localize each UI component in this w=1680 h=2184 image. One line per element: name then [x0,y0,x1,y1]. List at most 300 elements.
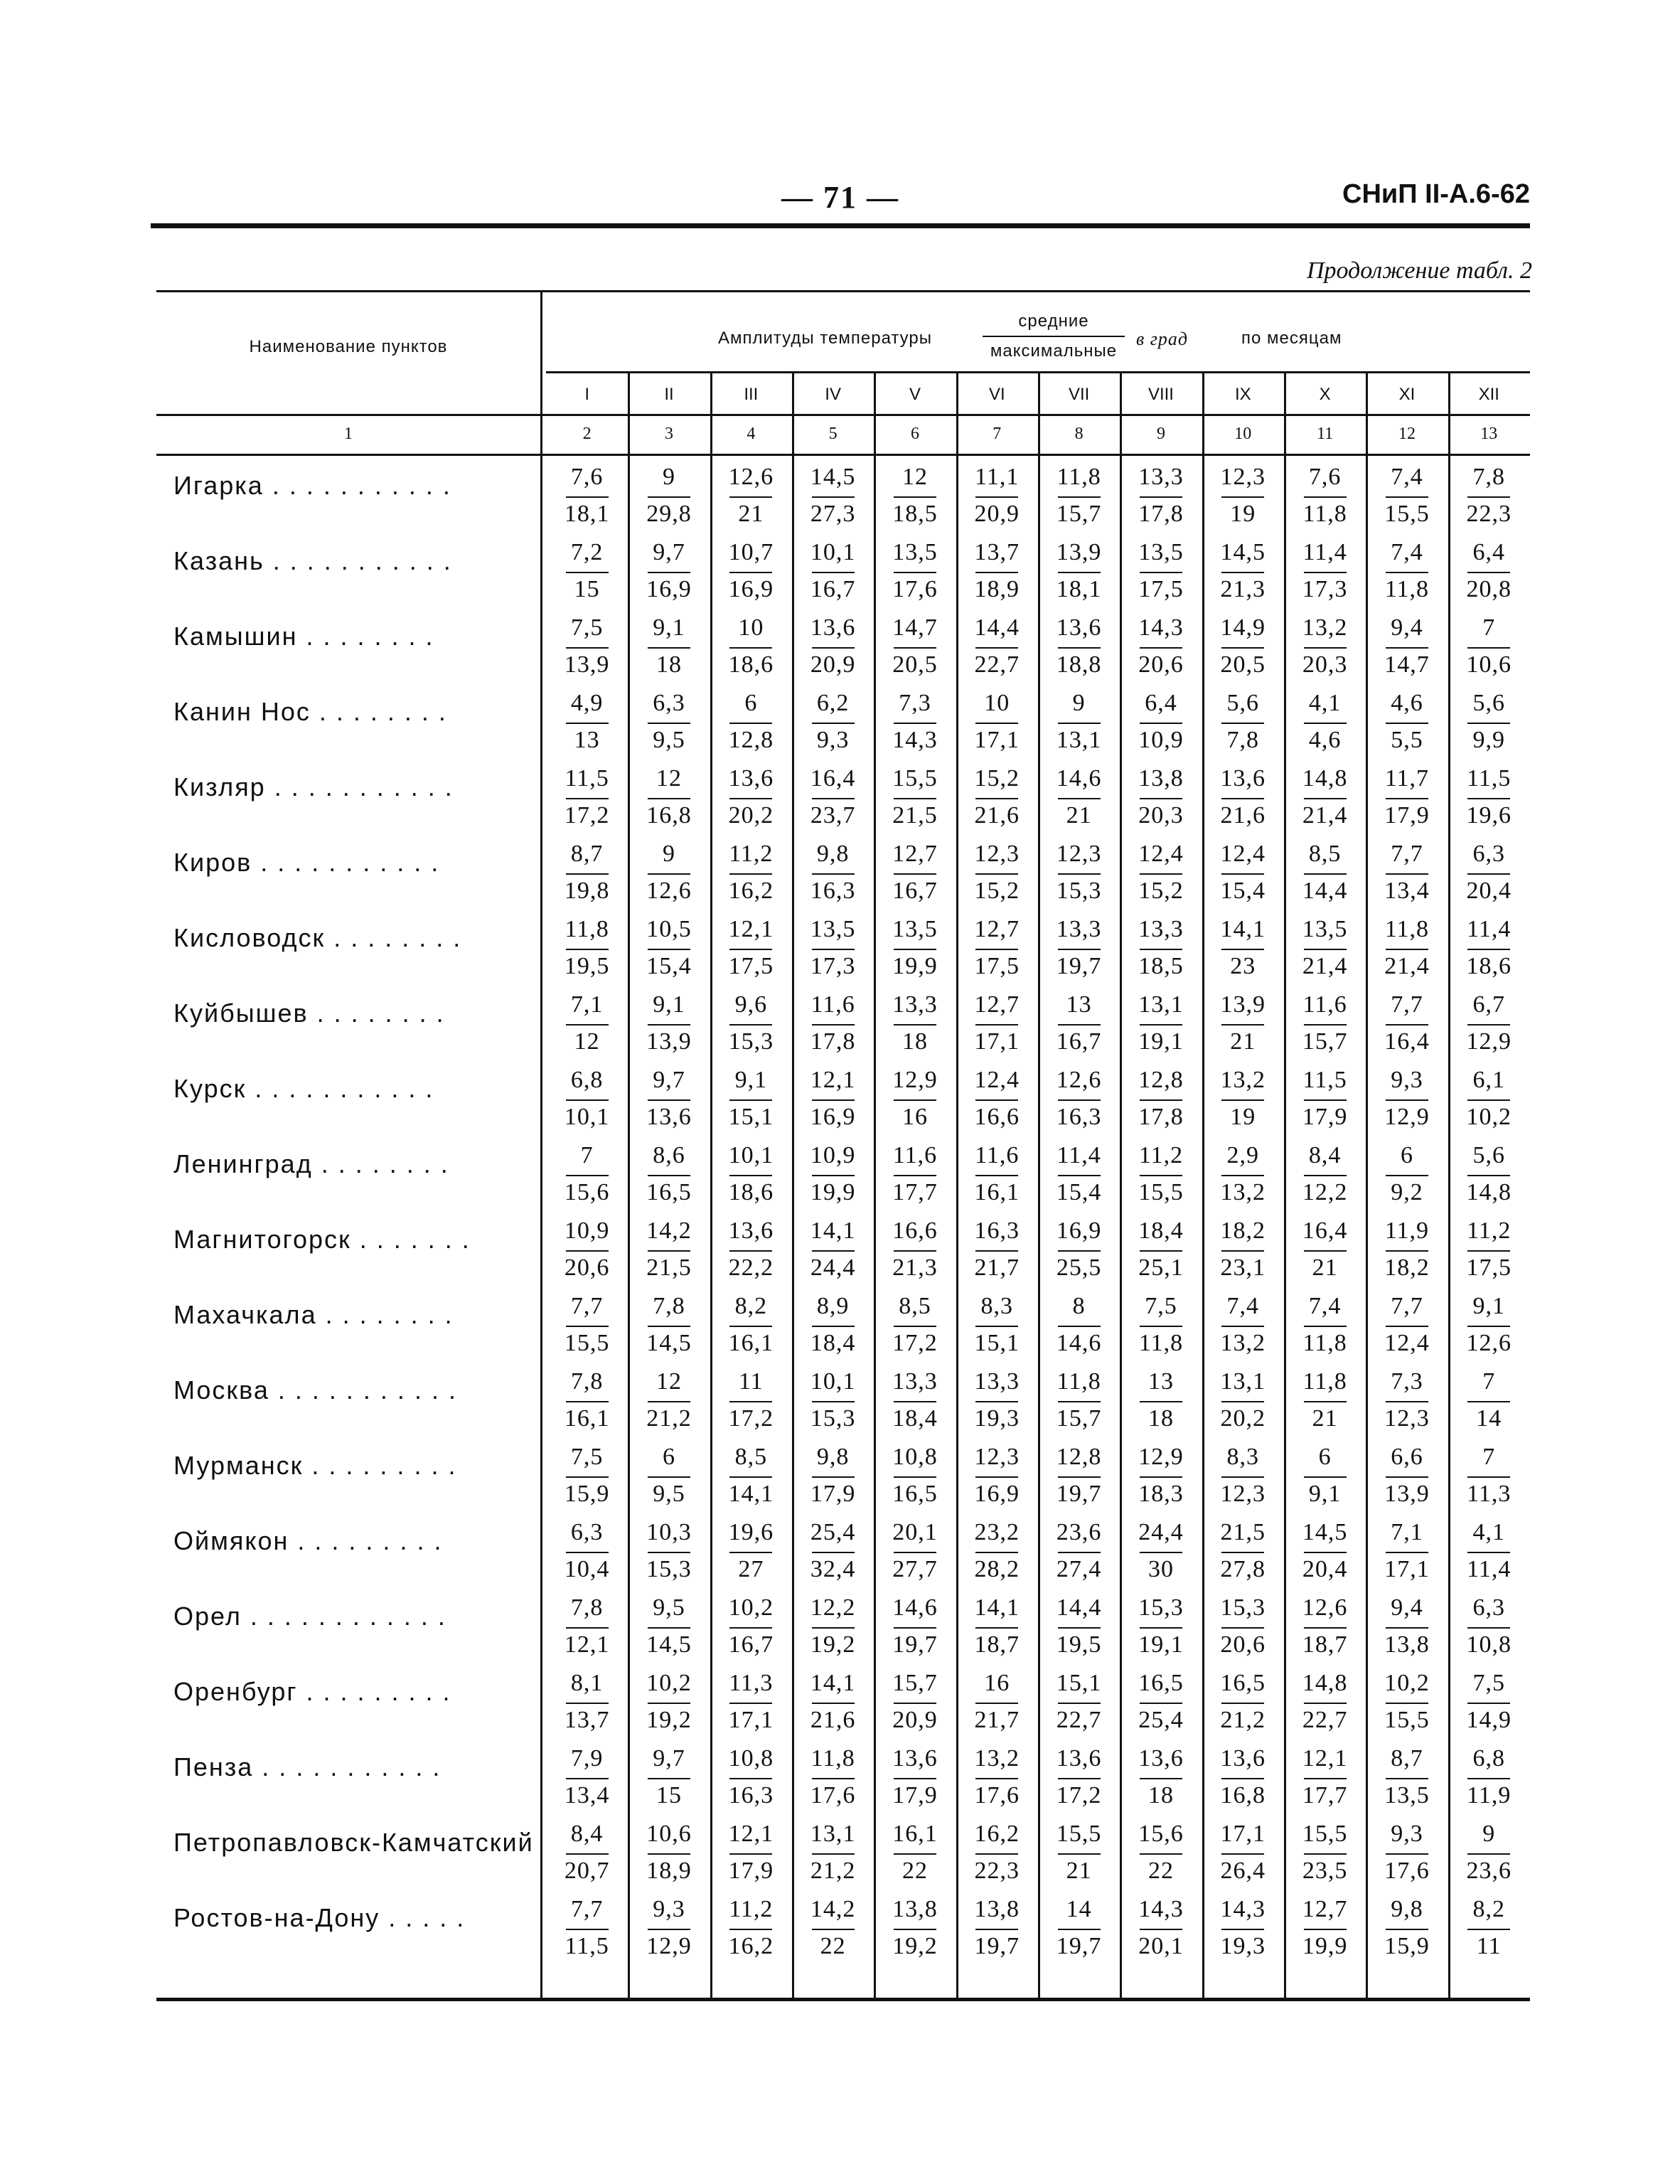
average-amplitude: 13,8 [974,1896,1020,1922]
fraction-bar [894,1853,936,1855]
column-divider [792,371,794,2001]
maximum-amplitude: 23,7 [810,802,856,829]
maximum-amplitude: 17,8 [810,1028,856,1055]
average-amplitude: 13,2 [1220,1067,1266,1093]
average-amplitude: 12 [901,464,928,490]
amplitude-cell [1120,1139,1202,1215]
fraction-bar [1386,1250,1428,1252]
average-amplitude: 7,8 [570,1594,604,1621]
average-amplitude: 11,8 [1056,464,1101,490]
maximum-amplitude: 16 [901,1104,928,1130]
average-amplitude: 16,2 [974,1821,1020,1847]
maximum-amplitude: 12,6 [646,878,692,904]
average-amplitude: 13,8 [1138,765,1184,792]
average-amplitude: 13,6 [1056,1745,1102,1772]
maximum-amplitude: 21,4 [1384,953,1430,979]
maximum-amplitude: 15,3 [810,1405,856,1432]
amplitude-cell [710,1742,792,1818]
maximum-amplitude: 12,9 [1466,1028,1512,1055]
month-header: V [909,385,921,404]
amplitude-cell [874,1667,956,1742]
fraction-bar [1304,1099,1347,1101]
average-amplitude: 14,5 [1220,539,1266,565]
maximum-amplitude: 22,3 [974,1858,1020,1884]
fraction-bar [1140,798,1182,799]
average-amplitude: 11,6 [810,991,855,1018]
average-amplitude: 13,7 [974,539,1020,565]
amplitude-cell [1120,989,1202,1064]
fraction-bar [812,1250,855,1252]
amplitude-cell [710,913,792,989]
fraction-bar [894,496,936,498]
fraction-bar [1386,1099,1428,1101]
average-amplitude: 16,6 [892,1218,938,1244]
fraction-bar [975,1778,1018,1779]
amplitude-cell [956,1516,1038,1592]
maximum-amplitude: 14,3 [892,727,938,753]
amplitude-cell [628,1742,710,1818]
amplitude-cell [1202,1893,1284,1969]
amplitude-header-fraction-bar [983,336,1125,337]
fraction-bar [1386,1401,1428,1402]
amplitude-cell [1120,1064,1202,1139]
amplitude-cell [1366,989,1448,1064]
fraction-bar [1221,723,1264,724]
amplitude-cell [1038,1893,1120,1969]
maximum-amplitude: 19,7 [974,1933,1020,1959]
average-amplitude: 7,8 [1472,464,1506,490]
maximum-amplitude: 16,9 [974,1481,1020,1507]
month-header: VII [1068,385,1090,404]
fraction-bar [1386,1476,1428,1478]
average-amplitude: 8 [1072,1293,1086,1319]
maximum-amplitude: 16,4 [1384,1028,1430,1055]
average-amplitude: 13,6 [728,1218,774,1244]
amplitude-cell [1120,762,1202,838]
average-amplitude: 9 [1072,690,1086,716]
amplitude-cell [628,913,710,989]
fraction-bar [812,1175,855,1176]
amplitude-cell [1038,1441,1120,1516]
temperature-amplitude-table [156,290,1530,2001]
column-divider [874,371,876,2001]
amplitude-cell [1448,838,1530,913]
fraction-bar [1058,647,1101,649]
fraction-bar [812,1703,855,1704]
amplitude-cell [874,1441,956,1516]
average-amplitude: 12,1 [1302,1745,1348,1772]
amplitude-cell [1038,762,1120,838]
fraction-bar [1467,1778,1510,1779]
maximum-amplitude: 14,1 [728,1481,774,1507]
fraction-bar [1221,1778,1264,1779]
amplitude-cell [1120,1818,1202,1893]
average-amplitude: 7,1 [1391,1519,1423,1545]
average-amplitude: 13,6 [810,614,856,641]
average-amplitude: 12,1 [810,1067,856,1093]
amplitude-cell [874,989,956,1064]
maximum-amplitude: 16,2 [728,1933,774,1959]
fraction-bar [1221,1552,1264,1553]
maximum-amplitude: 9,5 [653,1481,685,1507]
amplitude-cell [1284,1893,1366,1969]
average-amplitude: 8,2 [734,1293,768,1319]
average-amplitude: 5,6 [1226,690,1260,716]
fraction-bar [812,949,855,950]
amplitude-cell [628,687,710,762]
table-row [156,461,1530,536]
average-amplitude: 7,5 [1145,1293,1177,1319]
amplitude-cell [1038,1215,1120,1290]
fraction-bar [1386,873,1428,875]
fraction-bar [1386,572,1428,573]
amplitude-cell [1038,461,1120,536]
amplitude-cell [1120,1441,1202,1516]
amplitude-cell [1366,838,1448,913]
month-header: XI [1398,385,1416,404]
fraction-bar [648,1401,690,1402]
fraction-bar [1304,1326,1347,1327]
fraction-bar [729,1024,772,1026]
amplitude-cell [1366,1592,1448,1667]
amplitude-cell [1038,612,1120,687]
amplitude-cell [1284,1592,1366,1667]
fraction-bar [566,949,609,950]
fraction-bar [1467,949,1510,950]
fraction-bar [812,1326,855,1327]
amplitude-cell [1202,1742,1284,1818]
maximum-amplitude: 21 [1066,1858,1092,1884]
fraction-bar [729,1401,772,1402]
amplitude-cell [956,1893,1038,1969]
amplitude-cell [1038,989,1120,1064]
column-divider [1448,371,1450,2001]
fraction-bar [1058,1250,1101,1252]
average-amplitude: 7,6 [1308,464,1342,490]
amplitude-cell [792,1064,874,1139]
fraction-bar [566,1778,609,1779]
average-amplitude: 16,4 [1302,1218,1348,1244]
maximum-amplitude: 21,6 [974,802,1020,829]
maximum-amplitude: 20,7 [564,1858,610,1884]
maximum-amplitude: 19,1 [1138,1631,1184,1658]
average-amplitude: 11,2 [729,1896,774,1922]
maximum-amplitude: 16,1 [728,1330,774,1356]
fraction-bar [1140,1627,1182,1629]
average-amplitude: 14,8 [1302,1670,1348,1696]
maximum-amplitude: 19,9 [892,953,938,979]
average-amplitude: 2,9 [1226,1142,1260,1168]
average-amplitude: 6 [1318,1444,1332,1470]
table-row [156,1290,1530,1365]
maximum-amplitude: 11,8 [1302,501,1347,527]
amplitude-cell [874,1516,956,1592]
amplitude-cell [1448,989,1530,1064]
maximum-amplitude: 26,4 [1220,1858,1266,1884]
fraction-bar [1140,1778,1182,1779]
average-amplitude: 8,1 [570,1670,604,1696]
average-amplitude: 12,4 [974,1067,1020,1093]
average-amplitude: 13,9 [1056,539,1102,565]
table-row [156,1064,1530,1139]
column-number: 6 [910,425,919,443]
average-amplitude: 16 [984,1670,1010,1696]
amplitude-cell [1284,687,1366,762]
maximum-amplitude: 19,3 [1220,1933,1266,1959]
maximum-amplitude: 13,6 [646,1104,692,1130]
average-amplitude: 11,5 [1302,1067,1347,1093]
average-amplitude: 6,4 [1472,539,1506,565]
maximum-amplitude: 12,2 [1302,1179,1348,1205]
fraction-bar [566,798,609,799]
fraction-bar [1140,572,1182,573]
fraction-bar [894,1401,936,1402]
amplitude-cell [792,1215,874,1290]
fraction-bar [566,1929,609,1930]
fraction-bar [894,1250,936,1252]
maximum-amplitude: 19,9 [1302,1933,1348,1959]
fraction-bar [975,1326,1018,1327]
average-amplitude: 13,1 [1220,1368,1266,1395]
maximum-amplitude: 27,7 [892,1556,938,1582]
average-amplitude: 16,5 [1138,1670,1184,1696]
fraction-bar [1221,572,1264,573]
maximum-amplitude: 17,3 [810,953,856,979]
location-name: Махачкала . . . . . . . . [173,1300,454,1329]
average-amplitude: 6,8 [1472,1745,1506,1772]
fraction-bar [729,1929,772,1930]
fraction-bar [729,1326,772,1327]
average-amplitude: 18,2 [1220,1218,1266,1244]
column-number: 8 [1074,425,1084,443]
maximum-amplitude: 16,5 [646,1179,692,1205]
fraction-bar [1221,949,1264,950]
fraction-bar [648,1326,690,1327]
column-number: 4 [747,425,756,443]
maximum-amplitude: 13,2 [1220,1330,1266,1356]
average-amplitude: 14,3 [1138,1896,1184,1922]
fraction-bar [1304,647,1347,649]
maximum-amplitude: 9,9 [1472,727,1506,753]
average-amplitude: 11,6 [975,1142,1020,1168]
amplitude-cell [546,1139,628,1215]
amplitude-cell [956,1139,1038,1215]
average-amplitude: 6,1 [1472,1067,1506,1093]
maximum-amplitude: 20,6 [1138,651,1184,678]
amplitude-cell [874,612,956,687]
average-amplitude: 5,6 [1472,690,1506,716]
amplitude-cell [1448,1139,1530,1215]
document-code: СНиП II-А.6-62 [1342,179,1530,209]
amplitude-cell [710,1818,792,1893]
amplitude-cell [1448,1742,1530,1818]
maximum-amplitude: 16,9 [728,576,774,602]
fraction-bar [729,572,772,573]
header-rule [151,223,1530,228]
fraction-bar [729,723,772,724]
maximum-amplitude: 20,4 [1466,878,1512,904]
maximum-amplitude: 27,8 [1220,1556,1266,1582]
average-amplitude: 14,1 [974,1594,1020,1621]
fraction-bar [1221,1401,1264,1402]
amplitude-cell [1202,1441,1284,1516]
maximum-amplitude: 5,5 [1391,727,1423,753]
average-amplitude: 24,4 [1138,1519,1184,1545]
amplitude-cell [1120,612,1202,687]
average-amplitude: 11,1 [975,464,1020,490]
amplitude-cell [1120,1290,1202,1365]
fraction-bar [1140,496,1182,498]
average-amplitude: 11,4 [1467,916,1512,942]
amplitude-cell [1284,612,1366,687]
maximum-amplitude: 18,5 [1138,953,1184,979]
average-amplitude: 8,5 [899,1293,931,1319]
average-amplitude: 13 [1147,1368,1174,1395]
amplitude-cell [628,1215,710,1290]
column-divider [956,371,958,2001]
fraction-bar [648,873,690,875]
average-amplitude: 9 [1482,1821,1496,1847]
amplitude-cell [956,989,1038,1064]
amplitude-cell [1448,1893,1530,1969]
amplitude-cell [546,1592,628,1667]
maximum-amplitude: 15,5 [564,1330,610,1356]
average-amplitude: 7,5 [570,1444,604,1470]
maximum-amplitude: 20,3 [1302,651,1348,678]
fraction-bar [566,1476,609,1478]
amplitude-cell [1284,1516,1366,1592]
amplitude-cell [792,461,874,536]
average-amplitude: 12,9 [892,1067,938,1093]
maximum-amplitude: 15,5 [1138,1179,1184,1205]
maximum-amplitude: 12,9 [1384,1104,1430,1130]
amplitude-cell [1038,536,1120,612]
amplitude-cell [1202,1139,1284,1215]
average-amplitude: 10,3 [646,1519,692,1545]
fraction-bar [1058,1627,1101,1629]
fraction-bar [894,1099,936,1101]
amplitude-cell [1284,913,1366,989]
amplitude-cell [1448,1441,1530,1516]
amplitude-cell [546,612,628,687]
average-amplitude: 13,3 [1138,916,1184,942]
maximum-amplitude: 20,5 [1220,651,1266,678]
amplitude-cell [628,989,710,1064]
fraction-bar [566,723,609,724]
amplitude-cell [1038,838,1120,913]
average-amplitude: 11,8 [1056,1368,1101,1395]
fraction-bar [1386,647,1428,649]
amplitude-cell [628,1139,710,1215]
average-amplitude: 13,1 [810,1821,856,1847]
amplitude-cell [1120,1365,1202,1441]
average-amplitude: 12 [656,765,682,792]
average-amplitude: 11,8 [565,916,609,942]
fraction-bar [1058,1703,1101,1704]
maximum-amplitude: 17,5 [974,953,1020,979]
fraction-bar [729,647,772,649]
maximum-amplitude: 17,7 [1302,1782,1348,1809]
table-top-border [156,290,1530,292]
maximum-amplitude: 22,7 [1302,1707,1348,1733]
maximum-amplitude: 20,9 [974,501,1020,527]
maximum-amplitude: 16,7 [810,576,856,602]
fraction-bar [648,1778,690,1779]
table-row [156,536,1530,612]
average-amplitude: 13,5 [892,539,938,565]
amplitude-cell [1202,687,1284,762]
fraction-bar [729,1250,772,1252]
average-amplitude: 12,6 [1056,1067,1102,1093]
amplitude-cell [1120,1516,1202,1592]
maximum-amplitude: 18,1 [564,501,610,527]
amplitude-cell [546,1365,628,1441]
fraction-bar [729,1853,772,1855]
table-bottom-border [156,1998,1530,2001]
fraction-bar [1221,1175,1264,1176]
amplitude-cell [1038,1139,1120,1215]
amplitude-cell [956,612,1038,687]
location-name: Оренбург . . . . . . . . . [173,1677,451,1706]
average-amplitude: 11,4 [1056,1142,1101,1168]
fraction-bar [648,1929,690,1930]
maximum-amplitude: 13,1 [1056,727,1102,753]
amplitude-cell [1038,1365,1120,1441]
fraction-bar [812,1401,855,1402]
average-amplitude: 9 [662,841,675,867]
maximum-amplitude: 20,6 [1220,1631,1266,1658]
fraction-bar [1386,798,1428,799]
amplitude-cell [1202,762,1284,838]
maximum-amplitude: 13,4 [1384,878,1430,904]
amplitude-cell [1120,838,1202,913]
amplitude-cell [1366,1290,1448,1365]
maximum-amplitude: 13 [574,727,600,753]
fraction-bar [812,798,855,799]
maximum-amplitude: 17,6 [892,576,938,602]
amplitude-cell [1448,461,1530,536]
fraction-bar [975,1627,1018,1629]
maximum-amplitude: 15,9 [564,1481,610,1507]
location-name: Ростов-на-Дону . . . . . [173,1903,466,1932]
amplitude-cell [1448,687,1530,762]
fraction-bar [1386,1326,1428,1327]
average-amplitude: 14,4 [1056,1594,1102,1621]
amplitude-cell [1038,687,1120,762]
amplitude-cell [628,762,710,838]
fraction-bar [1304,873,1347,875]
amplitude-cell [628,1441,710,1516]
average-amplitude: 12,4 [1220,841,1266,867]
average-amplitude: 7,7 [1391,991,1423,1018]
maximum-amplitude: 21,4 [1302,953,1348,979]
maximum-amplitude: 10,9 [1138,727,1184,753]
maximum-amplitude: 21 [738,501,764,527]
amplitude-cell [1448,1064,1530,1139]
fraction-bar [566,1175,609,1176]
location-name: Петропавловск-Камчатский [173,1828,534,1857]
maximum-amplitude: 17,2 [728,1405,774,1432]
amplitude-cell [1284,461,1366,536]
amplitude-cell [956,1365,1038,1441]
maximum-amplitude: 15,1 [728,1104,774,1130]
fraction-bar [648,647,690,649]
average-amplitude: 17,1 [1220,1821,1266,1847]
amplitude-cell [710,989,792,1064]
average-amplitude: 15,3 [1220,1594,1266,1621]
fraction-bar [894,1929,936,1930]
fraction-bar [894,949,936,950]
